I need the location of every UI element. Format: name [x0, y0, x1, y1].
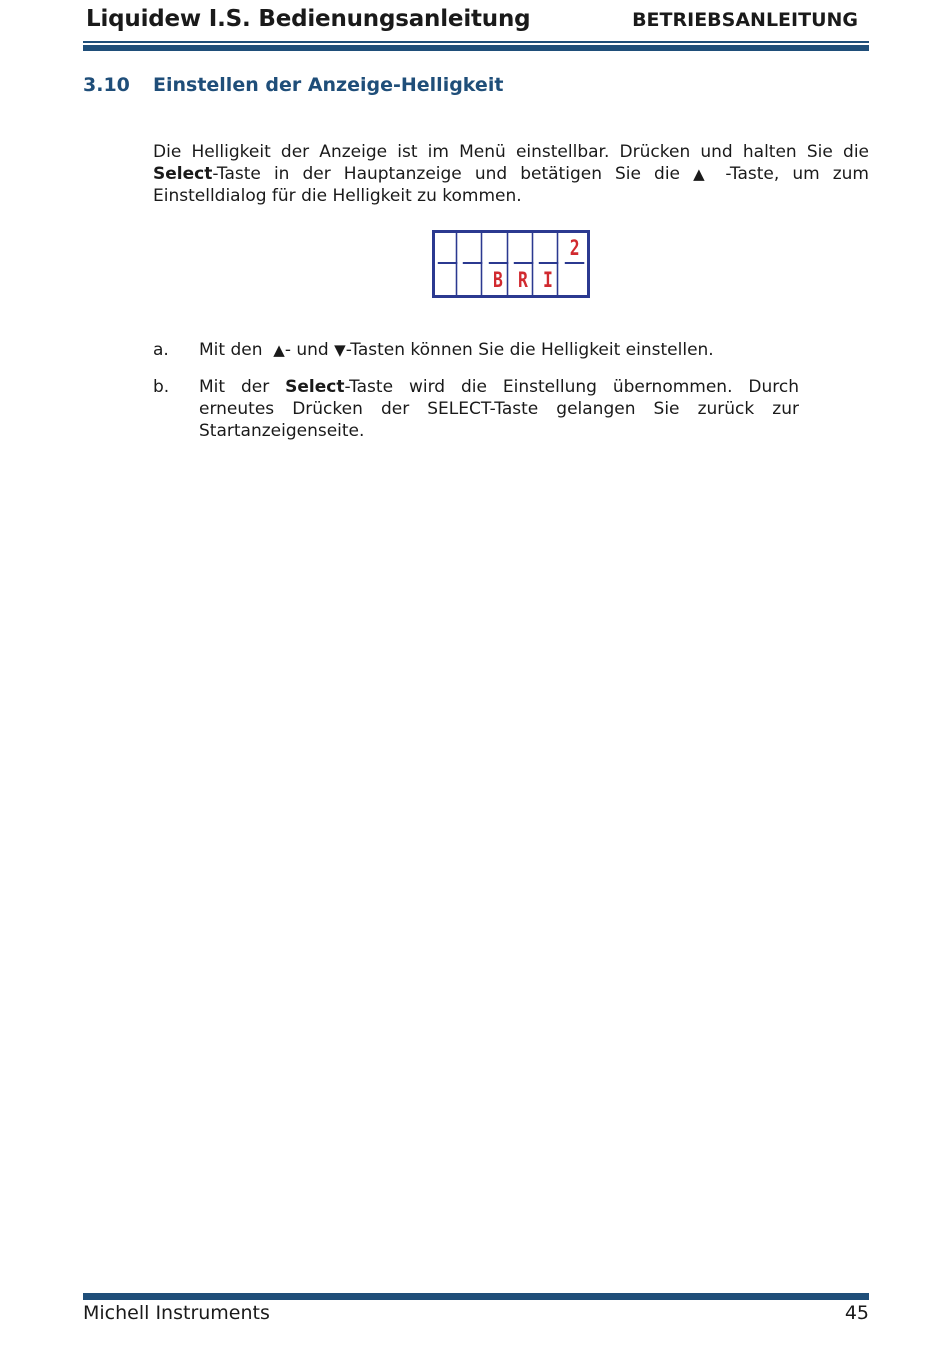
section-title: Einstellen der Anzeige-Helligkeit — [153, 74, 504, 96]
up-arrow-icon: ▲ — [693, 165, 713, 183]
intro-paragraph — [153, 141, 869, 207]
step-a-text — [199, 339, 799, 361]
lcd-cell — [463, 233, 483, 264]
step-b-marker: b. — [153, 377, 170, 397]
lcd-cell — [438, 264, 458, 295]
intro-text-3: -Taste, um zum Einstelldialog für die Helligkeit zu kommen. — [153, 164, 869, 206]
header-rule-thick — [83, 45, 869, 51]
page-number: 45 — [844, 1302, 869, 1324]
select-key-name: Select — [285, 377, 345, 397]
up-arrow-icon: ▲ — [273, 341, 285, 359]
step-a-text-3: -Tasten können Sie die Helligkeit einstellen. — [345, 340, 714, 360]
step-b-text-1: Mit der — [199, 377, 286, 397]
step-a-marker: a. — [153, 340, 169, 360]
intro-text-1: Die Helligkeit der Anzeige ist im Menü einstellbar. Drücken und halten Sie die — [153, 142, 869, 162]
lcd-cell: I — [539, 264, 559, 295]
select-key-name: Select — [153, 164, 213, 184]
lcd-cell: R — [514, 264, 534, 295]
lcd-cell — [438, 233, 458, 264]
lcd-display — [432, 230, 590, 298]
intro-text-2: -Taste in der Hauptanzeige und betätigen Sie die — [212, 164, 694, 184]
step-b-text — [199, 376, 799, 442]
step-b-text-2: -Taste wird die Einstellung übernommen. Durch erneutes Drücken der SELECT-Taste gelangen Sie zurück zur Startanzeigenseite. — [199, 377, 799, 441]
section-number: 3.10 — [83, 74, 130, 96]
header-rule-thin — [83, 41, 869, 43]
lcd-cell: 2 — [564, 233, 584, 264]
lcd-cell — [488, 233, 508, 264]
footer-company: Michell Instruments — [83, 1302, 270, 1324]
document-title: Liquidew I.S. Bedienungsanleitung — [86, 6, 531, 32]
lcd-cell — [564, 264, 584, 295]
section-label: BETRIEBSANLEITUNG — [632, 9, 858, 31]
step-a-text-1: Mit den — [199, 340, 274, 360]
down-arrow-icon: ▼ — [334, 341, 346, 359]
lcd-cell — [463, 264, 483, 295]
lcd-grid — [435, 233, 587, 295]
step-a-text-2: - und — [284, 340, 335, 360]
lcd-cell: B — [488, 264, 508, 295]
footer-rule — [83, 1293, 869, 1300]
lcd-cell — [514, 233, 534, 264]
lcd-cell — [539, 233, 559, 264]
